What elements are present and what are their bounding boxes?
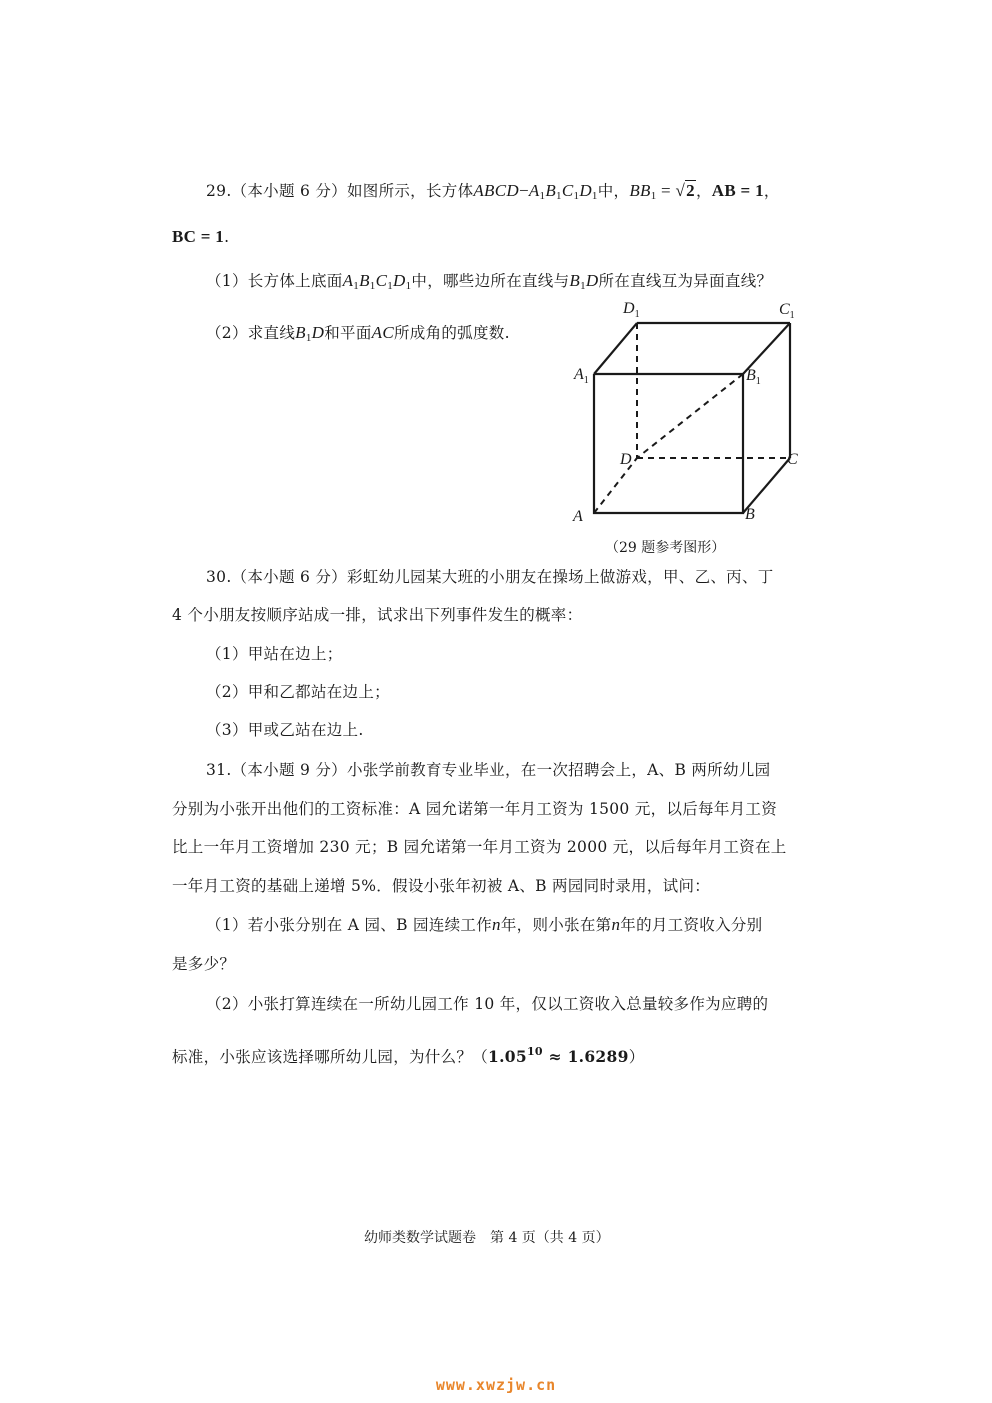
q30-line1: 30.（本小题 6 分）彩虹幼儿园某大班的小朋友在操场上做游戏，甲、乙、丙、丁 <box>206 568 774 586</box>
q29-line1: 29.（本小题 6 分）如图所示，长方体$ABCD-A_1B_1C_1D_1$中，$BB_1 = √2$，AB = 1， <box>206 181 780 202</box>
label-a1: $A_1$ <box>574 366 589 386</box>
q31-part2-line2: 标准，小张应该选择哪所幼儿园，为什么？$(1.05^{10} \approx 1.6289)$ <box>172 1045 645 1066</box>
label-c1: $C_1$ <box>779 301 795 321</box>
label-b1: $B_1$ <box>746 367 761 387</box>
label-c: C <box>787 451 798 468</box>
watermark: www.xwzjw.cn <box>435 1376 557 1394</box>
q31-line3: 比上一年月工资增加 230 元；B 园允诺第一年月工资为 2000 元，以后每年月工资在上 <box>172 838 787 856</box>
q29-part2: （2）求直线$B_1D$和平面AC所成角的弧度数. <box>206 323 510 344</box>
page-footer: 幼师类数学试题卷 第 4 页（共 4 页） <box>364 1230 610 1246</box>
q31-part1-line2: 是多少？ <box>172 955 236 973</box>
edge-c-b <box>743 458 790 513</box>
edge-a1-d1 <box>594 323 637 374</box>
label-a: A <box>573 508 583 525</box>
cuboid-figure <box>565 296 825 531</box>
q31-line1: 31.（本小题 9 分）小张学前教育专业毕业，在一次招聘会上，A、B 两所幼儿园 <box>206 761 771 779</box>
q29-line2: BC = 1. <box>172 227 230 246</box>
q31-part1: （1）若小张分别在 A 园、B 园连续工作n年，则小张在第n年的月工资收入分别 <box>206 915 763 934</box>
q30-line2: 4 个小朋友按顺序站成一排，试求出下列事件发生的概率： <box>172 606 583 624</box>
figure-caption: （29 题参考图形） <box>605 540 726 556</box>
q31-part2-line1: （2）小张打算连续在一所幼儿园工作 10 年，仅以工资收入总量较多作为应聘的 <box>206 995 769 1013</box>
q29-part1: （1）长方体上底面$A_1B_1C_1D_1$中，哪些边所在直线与$B_1D$所在直线互为异面直线？ <box>206 271 773 292</box>
q30-part1: （1）甲站在边上； <box>206 645 343 663</box>
q30-part3: （3）甲或乙站在边上. <box>206 721 364 739</box>
q31-line4: 一年月工资的基础上递增 5%．假设小张年初被 A、B 两园同时录用，试问： <box>172 877 711 895</box>
q30-part2: （2）甲和乙都站在边上； <box>206 683 390 701</box>
label-d1: $D_1$ <box>623 300 640 320</box>
label-b: B <box>745 506 755 523</box>
q31-line2: 分别为小张开出他们的工资标准：A 园允诺第一年月工资为 1500 元，以后每年月工资 <box>172 800 778 818</box>
front-face-edges <box>594 374 743 513</box>
diagonal-b1-d <box>637 374 743 458</box>
label-d: D <box>620 451 632 468</box>
